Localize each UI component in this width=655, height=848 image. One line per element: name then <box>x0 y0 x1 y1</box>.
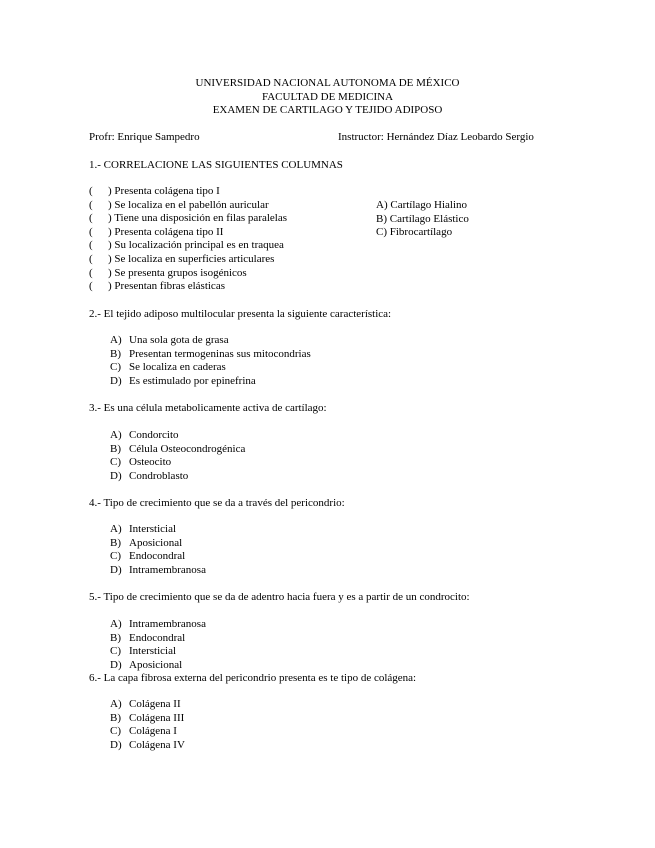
question-4-options <box>110 523 206 577</box>
correlation-item: ( ) Se localiza en el pabellón auricular <box>89 198 269 211</box>
answer-option[interactable]: B) Presentan termogeninas sus mitocondrias <box>110 347 311 360</box>
answer-option[interactable]: B) Célula Osteocondrogénica <box>110 442 246 455</box>
answer-option[interactable]: B) Endocondral <box>110 631 186 644</box>
question-3-title: 3.- Es una célula metabolicamente activa de cartílago: <box>89 402 327 414</box>
question-2-title: 2.- El tejido adiposo multilocular presenta la siguiente característica: <box>89 308 392 320</box>
question-4-title: 4.- Tipo de crecimiento que se da a través del pericondrio: <box>89 497 345 509</box>
answer-option[interactable]: A) Intersticial <box>110 523 177 535</box>
answer-option[interactable]: C) Endocondral <box>110 550 186 563</box>
answer-option[interactable]: B) Colágena III <box>110 711 185 724</box>
correlation-item: ( ) Presenta colágena tipo I <box>89 185 220 197</box>
answer-option[interactable]: A) Una sola gota de grasa <box>110 334 229 346</box>
correlation-items <box>89 185 287 294</box>
question-6-options <box>110 698 185 752</box>
correlation-item: ( ) Se localiza en superficies articulares <box>89 252 275 265</box>
professor-name: Profr: Enrique Sampedro <box>89 131 200 143</box>
university-name: UNIVERSIDAD NACIONAL AUTONOMA DE MÉXICO <box>195 77 460 89</box>
faculty-name: FACULTAD DE MEDICINA <box>261 90 394 103</box>
exam-header <box>0 77 655 118</box>
answer-option[interactable]: D) Aposicional <box>110 658 183 671</box>
question-2-options <box>110 334 311 388</box>
answer-blank[interactable]: ( <box>89 266 93 279</box>
correlation-options <box>376 199 469 240</box>
answer-blank[interactable]: ( <box>89 198 93 211</box>
correlation-item: ( ) Su localización principal es en traquea <box>89 239 284 252</box>
answer-option[interactable]: B) Aposicional <box>110 536 183 549</box>
instructor-name: Instructor: Hernández Díaz Leobardo Sergio <box>338 131 534 143</box>
answer-option[interactable]: A) Condorcito <box>110 429 179 441</box>
answer-option[interactable]: A) Colágena II <box>110 698 181 710</box>
question-5-options <box>110 618 206 672</box>
question-1-title: 1.- CORRELACIONE LAS SIGUIENTES COLUMNAS <box>89 159 343 171</box>
answer-blank[interactable]: ( <box>89 185 93 197</box>
answer-option[interactable]: C) Colágena I <box>110 725 177 738</box>
answer-option[interactable]: C) Se localiza en caderas <box>110 361 226 374</box>
answer-option[interactable]: D) Intramembranosa <box>110 563 206 576</box>
correlation-option: C) Fibrocartílago <box>376 226 453 239</box>
answer-option[interactable]: D) Condroblasto <box>110 469 189 482</box>
answer-option[interactable]: D) Colágena IV <box>110 738 185 751</box>
answer-blank[interactable]: ( <box>89 212 93 225</box>
question-3-options <box>110 429 245 483</box>
question-5-title: 5.- Tipo de crecimiento que se da de adentro hacia fuera y es a partir de un condrocito: <box>89 591 470 603</box>
correlation-item: ( ) Se presenta grupos isogénicos <box>89 266 247 279</box>
answer-blank[interactable]: ( <box>89 252 93 265</box>
answer-option[interactable]: C) Intersticial <box>110 645 177 658</box>
answer-blank[interactable]: ( <box>89 280 93 293</box>
answer-blank[interactable]: ( <box>89 225 93 238</box>
exam-title: EXAMEN DE CARTILAGO Y TEJIDO ADIPOSO <box>212 104 443 117</box>
correlation-item: ( ) Presentan fibras elásticas <box>89 280 225 293</box>
answer-option[interactable]: A) Intramembranosa <box>110 618 206 630</box>
question-6-title: 6.- La capa fibrosa externa del pericondrio presenta es te tipo de colágena: <box>89 672 417 684</box>
answer-option[interactable]: C) Osteocito <box>110 456 172 469</box>
answer-option[interactable]: D) Es estimulado por epinefrina <box>110 374 256 387</box>
correlation-item: ( ) Presenta colágena tipo II <box>89 225 224 238</box>
correlation-option: A) Cartílago Hialino <box>376 199 468 211</box>
answer-blank[interactable]: ( <box>89 239 93 252</box>
correlation-option: B) Cartílago Elástico <box>376 212 469 225</box>
correlation-item: ( ) Tiene una disposición en filas paralelas <box>89 212 288 225</box>
